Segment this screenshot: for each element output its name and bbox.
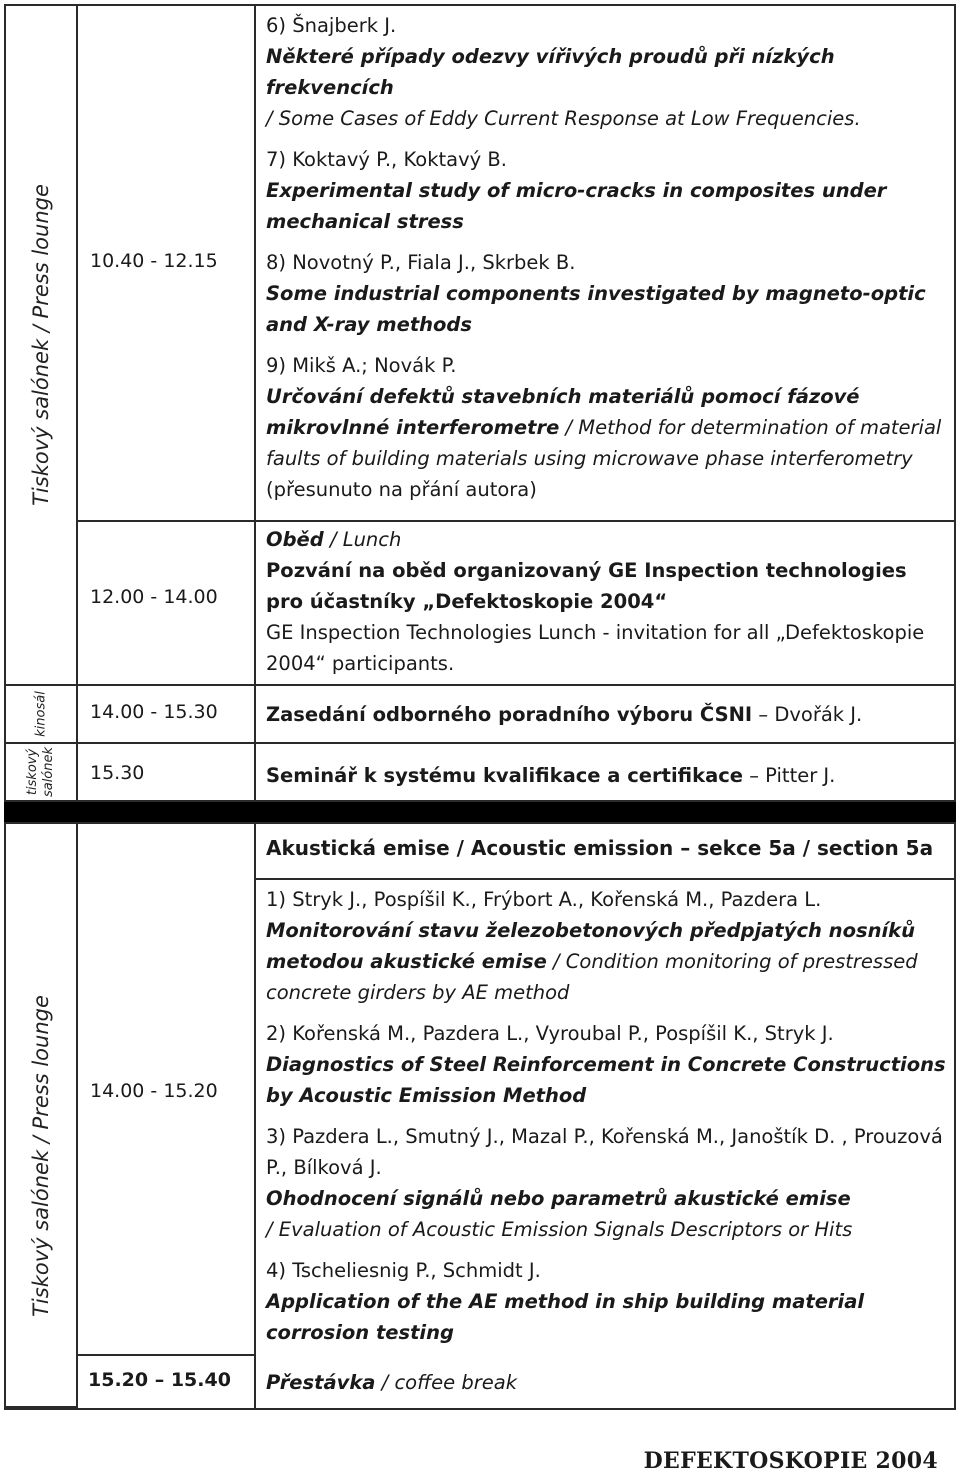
break-label-en: / coffee break: [381, 1371, 517, 1394]
time-cell: [78, 1356, 256, 1408]
schedule-table-2: [4, 822, 956, 1410]
room-label: Tiskový salónek / Press lounge: [29, 994, 53, 1317]
lunch-heading: [266, 528, 401, 551]
time-cell: [78, 522, 256, 686]
time-cell: [78, 744, 256, 800]
seminar-cell: [256, 744, 954, 800]
talk-title: Ohodnocení signálů nebo parametrů akustické emise: [266, 1187, 851, 1210]
talk-english-title: / Method for determination of material faults of building materials using microwave phase interferometry: [266, 416, 942, 470]
seminar-person: – Pitter J.: [749, 764, 836, 787]
talk-description: [266, 919, 918, 1004]
time-cell: [78, 686, 256, 744]
room-cell: [6, 686, 78, 744]
room-label-line: salónek: [41, 746, 56, 798]
section-header-cell: [256, 824, 954, 880]
time-label: 15.30: [90, 762, 145, 784]
time-cell: [78, 6, 256, 522]
talks-cell: [256, 6, 954, 522]
talk-title: Application of the AE method in ship building material corrosion testing: [266, 1290, 865, 1344]
talk-author: 2) Kořenská M., Pazdera L., Vyroubal P., Pospíšil K., Stryk J.: [266, 1022, 834, 1045]
talk-author: 6) Šnajberk J.: [266, 14, 397, 37]
meeting-cell: [256, 686, 954, 744]
talk-author: 1) Stryk J., Pospíšil K., Frýbort A., Kořenská M., Pazdera L.: [266, 888, 822, 911]
talk-english-title: / Evaluation of Acoustic Emission Signals Descriptors or Hits: [266, 1218, 853, 1241]
break-label: Přestávka: [266, 1371, 376, 1394]
time-label: 14.00 - 15.30: [90, 701, 218, 723]
time-label: 12.00 - 14.00: [90, 586, 218, 608]
room-cell: [6, 744, 78, 800]
talk-title: Monitorování stavu železobetonových předpjatých nosníků metodou akustické emise: [266, 919, 915, 973]
talk-title: Diagnostics of Steel Reinforcement in Concrete Constructions by Acoustic Emission Method: [266, 1053, 946, 1107]
talk-title: Určování defektů stavebních materiálů pomocí fázové mikrovlnné interferometre: [266, 385, 860, 439]
lunch-label-en: / Lunch: [329, 528, 402, 551]
meeting-person: – Dvořák J.: [758, 703, 863, 726]
time-cell: [78, 880, 256, 1356]
time-label: 14.00 - 15.20: [90, 1080, 218, 1102]
talk-english-title: / Condition monitoring of prestressed concrete girders by AE method: [266, 950, 918, 1004]
talks-cell: [256, 880, 954, 1356]
room-label: Tiskový salónek / Press lounge: [29, 184, 53, 506]
seminar-title: Seminář k systému kvalifikace a certifikace: [266, 764, 744, 787]
time-label: 10.40 - 12.15: [90, 250, 218, 272]
talk-description: [266, 385, 941, 501]
talk-author: 3) Pazdera L., Smutný J., Mazal P., Kořenská M., Janoštík D. , Prouzová P., Bílková J.: [266, 1125, 943, 1179]
room-label: kinosál: [33, 691, 49, 737]
schedule-table-1: [4, 4, 956, 802]
talk-author: 8) Novotný P., Fiala J., Skrbek B.: [266, 251, 576, 274]
footer-title: DEFEKTOSKOPIE 2004: [643, 1448, 938, 1474]
break-cell: [256, 1356, 954, 1408]
lunch-label: Oběd: [266, 528, 324, 551]
talk-author: 7) Koktavý P., Koktavý B.: [266, 148, 507, 171]
room-cell: [6, 6, 78, 686]
section-divider: [4, 802, 956, 822]
lunch-invite-en: GE Inspection Technologies Lunch - invitation for all „Defektoskopie 2004“ participants.: [266, 621, 925, 675]
room-label-line: tiskový: [25, 748, 40, 796]
room-label: [25, 747, 57, 797]
section-header: Akustická emise / Acoustic emission – sekce 5a / section 5a: [266, 836, 934, 860]
talk-title: Některé případy odezvy vířivých proudů při nízkých frekvencích: [266, 45, 835, 99]
lunch-cell: [256, 522, 954, 686]
talk-note: (přesunuto na přání autora): [266, 478, 537, 501]
talk-author: 4) Tscheliesnig P., Schmidt J.: [266, 1259, 541, 1282]
talk-title: Some industrial components investigated by magneto-optic and X-ray methods: [266, 282, 926, 336]
break-time: 15.20 – 15.40: [88, 1369, 231, 1391]
talk-author: 9) Mikš A.; Novák P.: [266, 354, 457, 377]
lunch-invite-cz: Pozvání na oběd organizovaný GE Inspection technologies pro účastníky „Defektoskopie 2004“: [266, 559, 907, 613]
meeting-title: Zasedání odborného poradního výboru ČSNI: [266, 703, 753, 726]
talk-english-title: / Some Cases of Eddy Current Response at Low Frequencies.: [266, 107, 861, 130]
room-cell: [6, 824, 78, 1408]
time-cell: [78, 824, 256, 880]
talk-title: Experimental study of micro-cracks in composites under mechanical stress: [266, 179, 887, 233]
